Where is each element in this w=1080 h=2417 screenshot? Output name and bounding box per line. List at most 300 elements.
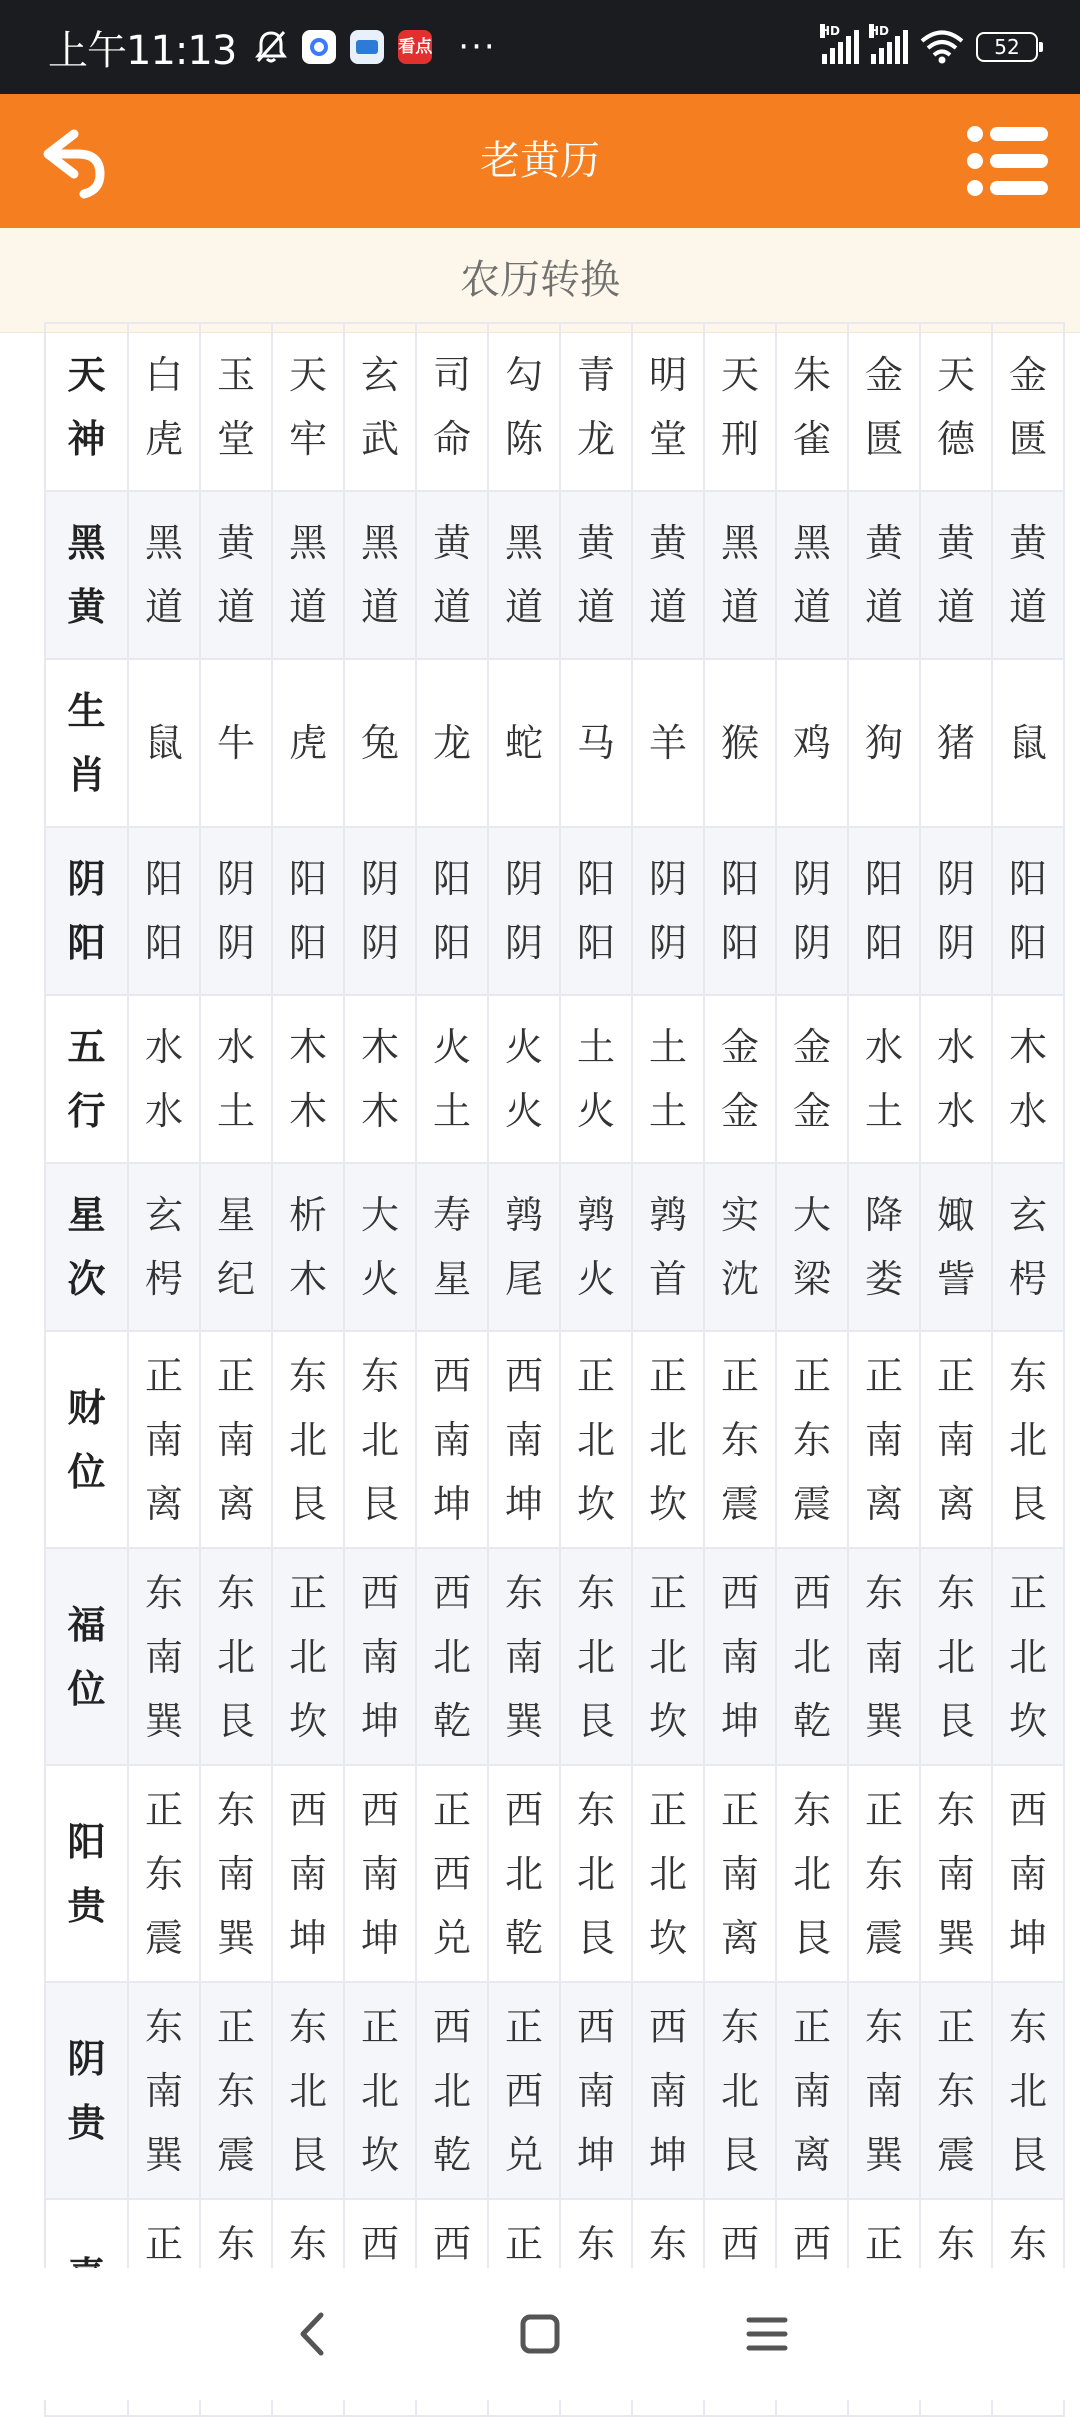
cell-char: 南 xyxy=(936,1851,975,1896)
cell-char: 木 xyxy=(288,1089,327,1133)
table-cell xyxy=(776,1163,848,1331)
cell-char: 艮 xyxy=(1008,2132,1047,2177)
table-cell xyxy=(992,1765,1064,1982)
cell-char: 震 xyxy=(144,1915,183,1960)
table-cell xyxy=(200,323,272,491)
table-cell xyxy=(848,323,920,491)
table-cell xyxy=(992,491,1064,659)
cell-char: 南 xyxy=(864,1417,903,1462)
table-cell xyxy=(632,1331,704,1548)
cloud-app-icon xyxy=(302,30,336,64)
cell-char: 正 xyxy=(864,1353,903,1398)
cell-char: 西 xyxy=(432,1353,471,1398)
cell-char: 水 xyxy=(144,1089,183,1133)
cell-char: 西 xyxy=(504,1353,543,1398)
table-cell xyxy=(128,1331,200,1548)
cell-char: 木 xyxy=(1008,1025,1047,1069)
cell-char: 玄 xyxy=(144,1193,183,1237)
cell-char: 土 xyxy=(648,1025,687,1069)
table-cell xyxy=(200,659,272,827)
table-cell xyxy=(632,1982,704,2199)
cell-char: 黄 xyxy=(936,521,975,565)
cell-char: 震 xyxy=(864,1915,903,1960)
cell-char: 黑 xyxy=(504,521,543,565)
cell-char: 金 xyxy=(720,1025,759,1069)
cell-char: 坤 xyxy=(648,2132,687,2177)
app-title: 老黄历 xyxy=(480,138,600,184)
table-cell xyxy=(920,1331,992,1548)
table-cell xyxy=(776,491,848,659)
row-header xyxy=(45,1163,128,1331)
table-cell xyxy=(272,995,344,1163)
cell-char: 南 xyxy=(432,1417,471,1462)
table-cell xyxy=(632,1765,704,1982)
cell-char: 震 xyxy=(792,1481,831,1526)
cell-char: 匮 xyxy=(1008,417,1047,461)
cell-char: 星 xyxy=(67,1193,106,1237)
cell-char: 震 xyxy=(720,1481,759,1526)
table-cell xyxy=(272,1765,344,1982)
table-row xyxy=(45,323,1064,491)
cell-char: 西 xyxy=(720,1570,759,1615)
cell-char: 阳 xyxy=(576,921,615,965)
cell-char: 阴 xyxy=(648,857,687,901)
cell-char: 堂 xyxy=(648,417,687,461)
cell-char: 东 xyxy=(144,1570,183,1615)
table-cell xyxy=(920,1765,992,1982)
cell-char: 纪 xyxy=(216,1257,255,1301)
cell-char: 东 xyxy=(216,2221,255,2266)
cell-char: 东 xyxy=(1008,2221,1047,2266)
cell-char: 坤 xyxy=(360,1915,399,1960)
table-cell xyxy=(416,659,488,827)
cell-char: 东 xyxy=(216,1570,255,1615)
cell-char: 实 xyxy=(720,1193,759,1237)
battery-indicator: 52 xyxy=(976,32,1038,62)
table-cell xyxy=(416,323,488,491)
table-cell xyxy=(632,827,704,995)
table-cell xyxy=(632,1548,704,1765)
table-cell xyxy=(488,659,560,827)
almanac-table xyxy=(44,322,1065,2417)
cell-char: 星 xyxy=(216,1193,255,1237)
wallet-app-icon xyxy=(350,30,384,64)
cell-char: 龙 xyxy=(432,721,471,765)
table-cell xyxy=(704,659,776,827)
table-cell xyxy=(416,491,488,659)
table-cell xyxy=(344,323,416,491)
table-cell xyxy=(344,491,416,659)
cell-char: 正 xyxy=(216,2004,255,2049)
cell-char: 坤 xyxy=(576,2132,615,2177)
cell-char: 金 xyxy=(864,353,903,397)
cell-char: 阴 xyxy=(67,857,106,901)
signal-icon xyxy=(869,24,908,64)
cell-char: 东 xyxy=(792,1417,831,1462)
table-cell xyxy=(344,659,416,827)
cell-char: 虎 xyxy=(288,721,327,765)
row-header xyxy=(45,1331,128,1548)
cell-char: 北 xyxy=(432,2068,471,2113)
table-cell xyxy=(920,827,992,995)
nav-back-icon[interactable] xyxy=(283,2304,343,2364)
nav-recents-icon[interactable] xyxy=(737,2304,797,2364)
cell-char: 巽 xyxy=(936,1915,975,1960)
cell-char: 贵 xyxy=(67,1883,106,1928)
table-cell xyxy=(416,1163,488,1331)
cell-char: 鹑 xyxy=(504,1193,543,1237)
cell-char: 阳 xyxy=(432,921,471,965)
table-cell xyxy=(488,827,560,995)
row-header xyxy=(45,323,128,491)
table-row xyxy=(45,1982,1064,2199)
cell-char: 牢 xyxy=(288,417,327,461)
table-cell xyxy=(128,1163,200,1331)
table-cell xyxy=(344,995,416,1163)
cell-char: 黑 xyxy=(360,521,399,565)
cell-char: 西 xyxy=(432,1851,471,1896)
cell-char: 堂 xyxy=(216,417,255,461)
row-header xyxy=(45,1548,128,1765)
cell-char: 星 xyxy=(432,1257,471,1301)
cell-char: 北 xyxy=(504,1851,543,1896)
cell-char: 艮 xyxy=(936,1698,975,1743)
table-cell xyxy=(776,995,848,1163)
table-cell xyxy=(272,491,344,659)
news-app-icon: 看点 xyxy=(398,30,432,64)
cell-char: 阳 xyxy=(288,857,327,901)
table-cell xyxy=(128,1548,200,1765)
cell-char: 离 xyxy=(792,2132,831,2177)
cell-char: 坎 xyxy=(1008,1698,1047,1743)
cell-char: 玉 xyxy=(216,353,255,397)
table-cell xyxy=(920,323,992,491)
table-cell xyxy=(704,1982,776,2199)
cell-char: 正 xyxy=(864,1787,903,1832)
cell-char: 东 xyxy=(144,2004,183,2049)
table-cell xyxy=(848,1331,920,1548)
cell-char: 艮 xyxy=(576,1698,615,1743)
cell-char: 司 xyxy=(432,353,471,397)
list-menu-icon[interactable] xyxy=(966,124,1050,198)
table-cell xyxy=(848,1163,920,1331)
cell-char: 震 xyxy=(216,2132,255,2177)
cell-char: 西 xyxy=(504,2068,543,2113)
table-cell xyxy=(488,1548,560,1765)
cell-char: 正 xyxy=(648,1570,687,1615)
cell-char: 南 xyxy=(720,1634,759,1679)
cell-char: 兔 xyxy=(360,721,399,765)
table-cell xyxy=(200,995,272,1163)
cell-char: 降 xyxy=(864,1193,903,1237)
cell-char: 土 xyxy=(864,1089,903,1133)
table-cell xyxy=(416,1331,488,1548)
cell-char: 南 xyxy=(864,2068,903,2113)
cell-char: 离 xyxy=(720,1915,759,1960)
cell-char: 南 xyxy=(720,1851,759,1896)
cell-char: 正 xyxy=(864,2221,903,2266)
cell-char: 阴 xyxy=(360,857,399,901)
table-cell xyxy=(632,659,704,827)
cell-char: 梁 xyxy=(792,1257,831,1301)
cell-char: 黑 xyxy=(144,521,183,565)
table-cell xyxy=(128,995,200,1163)
table-cell xyxy=(344,1982,416,2199)
cell-char: 陈 xyxy=(504,417,543,461)
table-cell xyxy=(704,1163,776,1331)
cell-char: 乾 xyxy=(432,2132,471,2177)
table-cell xyxy=(272,1548,344,1765)
cell-char: 东 xyxy=(576,2221,615,2266)
cell-char: 寿 xyxy=(432,1193,471,1237)
cell-char: 木 xyxy=(360,1025,399,1069)
cell-char: 雀 xyxy=(792,417,831,461)
cell-char: 黄 xyxy=(576,521,615,565)
cell-char: 金 xyxy=(720,1089,759,1133)
cell-char: 福 xyxy=(67,1602,106,1647)
cell-char: 艮 xyxy=(1008,1481,1047,1526)
table-cell xyxy=(992,323,1064,491)
cell-char: 鼠 xyxy=(1008,721,1047,765)
cell-char: 北 xyxy=(360,2068,399,2113)
cell-char: 南 xyxy=(144,1634,183,1679)
cell-char: 阴 xyxy=(648,921,687,965)
cell-char: 南 xyxy=(936,1417,975,1462)
table-cell xyxy=(488,491,560,659)
cell-char: 南 xyxy=(360,1851,399,1896)
cell-char: 阳 xyxy=(720,857,759,901)
status-time: 上午11:13 xyxy=(48,27,237,74)
cell-char: 龙 xyxy=(576,417,615,461)
cell-char: 玄 xyxy=(360,353,399,397)
cell-char: 訾 xyxy=(936,1257,975,1301)
cell-char: 兑 xyxy=(432,1915,471,1960)
cell-char: 乾 xyxy=(504,1915,543,1960)
cell-char: 东 xyxy=(1008,1353,1047,1398)
table-cell xyxy=(128,323,200,491)
cell-char: 鸡 xyxy=(792,721,831,765)
table-cell xyxy=(344,1548,416,1765)
cell-char: 枵 xyxy=(1008,1257,1047,1301)
table-cell xyxy=(776,659,848,827)
cell-char: 东 xyxy=(576,1570,615,1615)
table-cell xyxy=(776,1765,848,1982)
cell-char: 阴 xyxy=(792,921,831,965)
cell-char: 巽 xyxy=(864,2132,903,2177)
table-cell xyxy=(848,995,920,1163)
cell-char: 离 xyxy=(216,1481,255,1526)
cell-char: 命 xyxy=(432,417,471,461)
cell-char: 离 xyxy=(144,1481,183,1526)
cell-char: 道 xyxy=(936,585,975,629)
cell-char: 北 xyxy=(792,1634,831,1679)
cell-char: 巽 xyxy=(144,1698,183,1743)
table-cell xyxy=(488,323,560,491)
cell-char: 北 xyxy=(648,1634,687,1679)
table-cell xyxy=(848,491,920,659)
table-cell xyxy=(272,659,344,827)
cell-char: 娵 xyxy=(936,1193,975,1237)
table-cell xyxy=(776,1548,848,1765)
cell-char: 东 xyxy=(216,1787,255,1832)
cell-char: 东 xyxy=(864,1570,903,1615)
cell-char: 道 xyxy=(432,585,471,629)
cell-char: 坎 xyxy=(576,1481,615,1526)
cell-char: 正 xyxy=(216,1353,255,1398)
cell-char: 正 xyxy=(144,1353,183,1398)
cell-char: 虎 xyxy=(144,417,183,461)
cell-char: 西 xyxy=(288,1787,327,1832)
table-cell xyxy=(992,1163,1064,1331)
table-cell xyxy=(344,1163,416,1331)
cell-char: 西 xyxy=(648,2004,687,2049)
table-cell xyxy=(416,827,488,995)
cell-char: 火 xyxy=(504,1089,543,1133)
cell-char: 南 xyxy=(504,1634,543,1679)
signal-label: HD xyxy=(869,24,890,38)
cell-char: 东 xyxy=(648,2221,687,2266)
cell-char: 北 xyxy=(576,1634,615,1679)
cell-char: 南 xyxy=(144,1417,183,1462)
cell-char: 离 xyxy=(864,1481,903,1526)
table-cell xyxy=(200,1163,272,1331)
cell-char: 水 xyxy=(864,1025,903,1069)
cell-char: 正 xyxy=(576,1353,615,1398)
cell-char: 大 xyxy=(360,1193,399,1237)
cell-char: 马 xyxy=(576,721,615,765)
table-cell xyxy=(632,995,704,1163)
cell-char: 东 xyxy=(936,1787,975,1832)
cell-char: 黑 xyxy=(288,521,327,565)
table-cell xyxy=(128,1982,200,2199)
cell-char: 艮 xyxy=(288,2132,327,2177)
table-cell xyxy=(992,827,1064,995)
cell-char: 析 xyxy=(288,1193,327,1237)
cell-char: 东 xyxy=(288,2221,327,2266)
cell-char: 东 xyxy=(360,1353,399,1398)
cell-char: 阴 xyxy=(936,857,975,901)
table-cell xyxy=(560,323,632,491)
cell-char: 木 xyxy=(360,1089,399,1133)
cell-char: 正 xyxy=(288,1570,327,1615)
cell-char: 东 xyxy=(792,1787,831,1832)
cell-char: 西 xyxy=(432,2004,471,2049)
cell-char: 财 xyxy=(67,1385,106,1430)
cell-char: 坎 xyxy=(288,1698,327,1743)
cell-char: 北 xyxy=(792,1851,831,1896)
cell-char: 蛇 xyxy=(504,721,543,765)
cell-char: 正 xyxy=(504,2004,543,2049)
cell-char: 猪 xyxy=(936,721,975,765)
cell-char: 南 xyxy=(360,1634,399,1679)
cell-char: 南 xyxy=(792,2068,831,2113)
table-row xyxy=(45,1163,1064,1331)
cell-char: 南 xyxy=(576,2068,615,2113)
table-cell xyxy=(992,1982,1064,2199)
table-cell xyxy=(704,827,776,995)
cell-char: 土 xyxy=(576,1025,615,1069)
cell-char: 火 xyxy=(360,1257,399,1301)
cell-char: 猴 xyxy=(720,721,759,765)
cell-char: 阴 xyxy=(504,921,543,965)
cell-char: 道 xyxy=(648,585,687,629)
cell-char: 巽 xyxy=(216,1915,255,1960)
table-cell xyxy=(920,1548,992,1765)
cell-char: 羊 xyxy=(648,721,687,765)
cell-char: 黄 xyxy=(1008,521,1047,565)
table-cell xyxy=(416,995,488,1163)
cell-char: 正 xyxy=(648,1787,687,1832)
table-cell xyxy=(416,1548,488,1765)
cell-char: 南 xyxy=(864,1634,903,1679)
almanac-table-scroll[interactable] xyxy=(44,332,1047,2268)
cell-char: 东 xyxy=(1008,2004,1047,2049)
cell-char: 东 xyxy=(288,2004,327,2049)
cell-char: 乾 xyxy=(792,1698,831,1743)
cell-char: 西 xyxy=(792,2221,831,2266)
table-cell xyxy=(200,491,272,659)
cell-char: 艮 xyxy=(576,1915,615,1960)
cell-char: 道 xyxy=(360,585,399,629)
cell-char: 天 xyxy=(288,353,327,397)
cell-char: 次 xyxy=(67,1257,106,1301)
cell-char: 西 xyxy=(504,1787,543,1832)
table-cell xyxy=(416,1982,488,2199)
table-row xyxy=(45,659,1064,827)
cell-char: 东 xyxy=(936,2068,975,2113)
table-cell xyxy=(560,491,632,659)
cell-char: 震 xyxy=(936,2132,975,2177)
table-cell xyxy=(200,827,272,995)
cell-char: 东 xyxy=(504,1570,543,1615)
table-cell xyxy=(344,827,416,995)
table-cell xyxy=(920,1163,992,1331)
table-cell xyxy=(704,1331,776,1548)
cell-char: 阳 xyxy=(67,921,106,965)
cell-char: 正 xyxy=(792,2004,831,2049)
table-cell xyxy=(200,1331,272,1548)
cell-char: 艮 xyxy=(288,1481,327,1526)
cell-char: 德 xyxy=(936,417,975,461)
table-cell xyxy=(200,1982,272,2199)
table-cell xyxy=(272,827,344,995)
table-cell xyxy=(992,995,1064,1163)
cell-char: 阴 xyxy=(792,857,831,901)
cell-char: 东 xyxy=(288,1353,327,1398)
table-row xyxy=(45,827,1064,995)
cell-char: 西 xyxy=(720,2221,759,2266)
cell-char: 枵 xyxy=(144,1257,183,1301)
cell-char: 火 xyxy=(504,1025,543,1069)
nav-home-icon[interactable] xyxy=(510,2304,570,2364)
cell-char: 阳 xyxy=(432,857,471,901)
table-cell xyxy=(704,491,776,659)
cell-char: 东 xyxy=(864,2004,903,2049)
table-cell xyxy=(992,1548,1064,1765)
cell-char: 巽 xyxy=(504,1698,543,1743)
system-nav-bar xyxy=(0,2268,1080,2400)
cell-char: 南 xyxy=(648,2068,687,2113)
table-row xyxy=(45,995,1064,1163)
cell-char: 北 xyxy=(1008,2068,1047,2113)
cell-char: 阳 xyxy=(864,857,903,901)
table-cell xyxy=(560,995,632,1163)
table-cell xyxy=(200,1548,272,1765)
table-cell xyxy=(128,491,200,659)
cell-char: 正 xyxy=(720,1353,759,1398)
wifi-icon xyxy=(920,30,964,64)
table-cell xyxy=(560,1765,632,1982)
